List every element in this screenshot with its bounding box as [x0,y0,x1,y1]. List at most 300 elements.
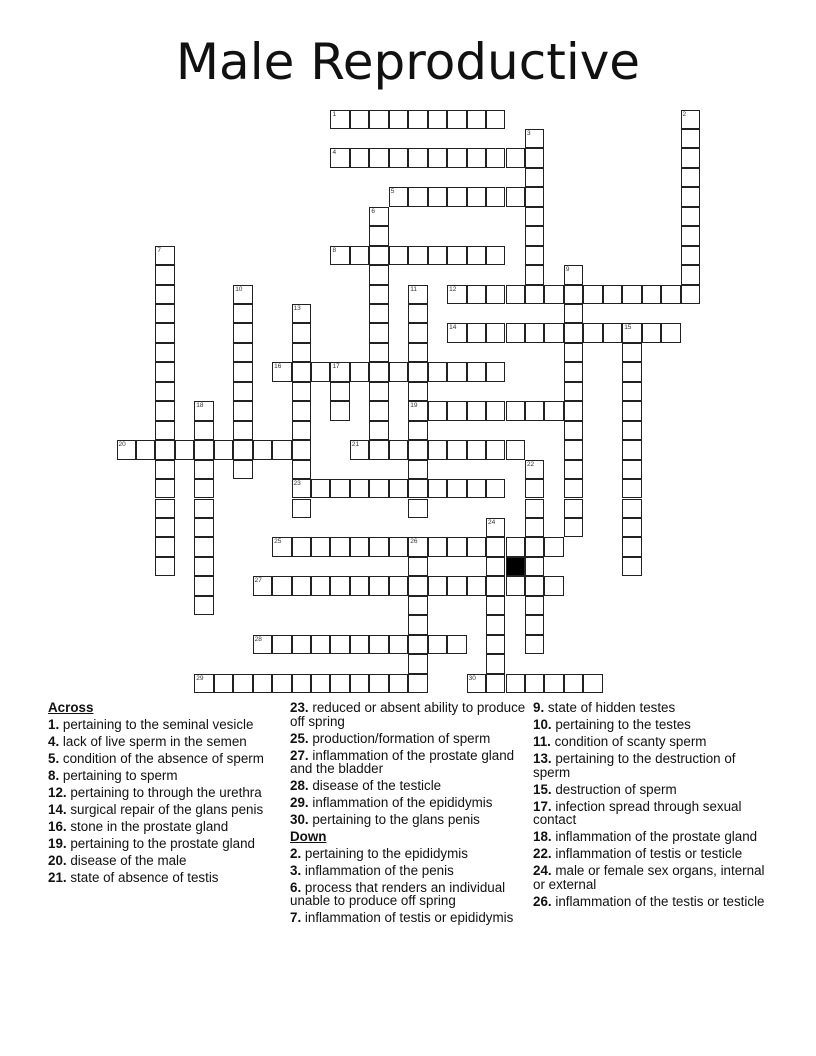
grid-cell[interactable] [486,440,505,459]
grid-cell[interactable] [194,576,213,595]
grid-cell[interactable] [330,246,349,265]
grid-cell[interactable] [408,421,427,440]
grid-cell[interactable] [564,674,583,693]
grid-cell[interactable] [155,518,174,537]
grid-cell[interactable] [408,557,427,576]
grid-cell[interactable] [486,654,505,673]
grid-cell[interactable] [447,401,466,420]
grid-cell[interactable] [233,304,252,323]
grid-cell[interactable] [155,421,174,440]
grid-cell[interactable] [408,674,427,693]
grid-cell[interactable] [506,440,525,459]
grid-cell[interactable] [292,343,311,362]
grid-cell[interactable] [233,421,252,440]
grid-cell[interactable] [292,479,311,498]
grid-cell[interactable] [447,537,466,556]
grid-cell[interactable] [486,362,505,381]
grid-cell[interactable] [272,537,291,556]
grid-cell[interactable] [330,537,349,556]
grid-cell[interactable] [292,537,311,556]
grid-cell[interactable] [681,207,700,226]
grid-cell[interactable] [389,362,408,381]
grid-cell[interactable] [408,460,427,479]
grid-cell[interactable] [681,285,700,304]
grid-cell[interactable] [564,362,583,381]
grid-cell[interactable] [525,207,544,226]
grid-cell[interactable] [389,537,408,556]
grid-cell[interactable] [214,674,233,693]
grid-cell[interactable] [506,576,525,595]
grid-cell[interactable] [311,635,330,654]
grid-cell[interactable] [428,246,447,265]
grid-cell[interactable] [428,635,447,654]
grid-cell[interactable] [194,401,213,420]
grid-cell[interactable] [408,382,427,401]
grid-cell[interactable] [447,323,466,342]
grid-cell[interactable] [447,110,466,129]
grid-cell[interactable] [525,285,544,304]
grid-cell[interactable] [155,460,174,479]
grid-cell[interactable] [525,557,544,576]
grid-cell[interactable] [506,537,525,556]
grid-cell[interactable] [369,110,388,129]
grid-cell[interactable] [408,304,427,323]
grid-cell[interactable] [564,265,583,284]
grid-cell[interactable] [253,440,272,459]
grid-cell[interactable] [292,635,311,654]
grid-cell[interactable] [330,110,349,129]
grid-cell[interactable] [525,246,544,265]
grid-cell[interactable] [292,460,311,479]
grid-cell[interactable] [292,304,311,323]
grid-cell[interactable] [467,110,486,129]
grid-cell[interactable] [350,537,369,556]
grid-cell[interactable] [564,421,583,440]
grid-cell[interactable] [428,537,447,556]
grid-cell[interactable] [155,499,174,518]
grid-cell[interactable] [506,401,525,420]
grid-cell[interactable] [486,557,505,576]
grid-cell[interactable] [428,110,447,129]
grid-cell[interactable] [622,401,641,420]
grid-cell[interactable] [155,382,174,401]
grid-cell[interactable] [447,187,466,206]
grid-cell[interactable] [175,440,194,459]
grid-cell[interactable] [447,285,466,304]
grid-cell[interactable] [330,479,349,498]
grid-cell[interactable] [564,343,583,362]
grid-cell[interactable] [583,285,602,304]
grid-cell[interactable] [350,674,369,693]
grid-cell[interactable] [486,323,505,342]
grid-cell[interactable] [389,187,408,206]
grid-cell[interactable] [369,148,388,167]
grid-cell[interactable] [622,382,641,401]
grid-cell[interactable] [408,596,427,615]
grid-cell[interactable] [467,362,486,381]
grid-cell[interactable] [272,576,291,595]
grid-cell[interactable] [486,596,505,615]
grid-cell[interactable] [194,674,213,693]
grid-cell[interactable] [467,440,486,459]
grid-cell[interactable] [506,323,525,342]
grid-cell[interactable] [408,479,427,498]
grid-cell[interactable] [583,323,602,342]
grid-cell[interactable] [330,362,349,381]
grid-cell[interactable] [253,674,272,693]
grid-cell[interactable] [311,674,330,693]
grid-cell[interactable] [622,557,641,576]
grid-cell[interactable] [525,518,544,537]
grid-cell[interactable] [389,110,408,129]
grid-cell[interactable] [642,323,661,342]
grid-cell[interactable] [408,576,427,595]
grid-cell[interactable] [681,265,700,284]
grid-cell[interactable] [369,362,388,381]
grid-cell[interactable] [564,304,583,323]
grid-cell[interactable] [525,596,544,615]
grid-cell[interactable] [486,110,505,129]
grid-cell[interactable] [661,285,680,304]
grid-cell[interactable] [564,440,583,459]
grid-cell[interactable] [428,401,447,420]
grid-cell[interactable] [292,674,311,693]
grid-cell[interactable] [233,440,252,459]
grid-cell[interactable] [292,421,311,440]
grid-cell[interactable] [369,304,388,323]
grid-cell[interactable] [369,343,388,362]
grid-cell[interactable] [155,246,174,265]
grid-cell[interactable] [447,246,466,265]
grid-cell[interactable] [622,285,641,304]
grid-cell[interactable] [467,246,486,265]
grid-cell[interactable] [369,576,388,595]
grid-cell[interactable] [544,674,563,693]
grid-cell[interactable] [369,537,388,556]
grid-cell[interactable] [564,499,583,518]
grid-cell[interactable] [194,518,213,537]
grid-cell[interactable] [233,362,252,381]
grid-cell[interactable] [544,576,563,595]
grid-cell[interactable] [544,323,563,342]
grid-cell[interactable] [155,362,174,381]
down-header: Down [290,829,327,844]
grid-cell[interactable] [389,440,408,459]
grid-cell[interactable] [136,440,155,459]
grid-cell[interactable] [233,323,252,342]
grid-cell[interactable] [369,207,388,226]
grid-cell[interactable] [155,265,174,284]
grid-cell[interactable] [350,635,369,654]
grid-cell[interactable] [117,440,136,459]
grid-cell[interactable] [194,479,213,498]
grid-cell[interactable] [350,362,369,381]
grid-cell[interactable] [272,635,291,654]
grid-cell[interactable] [564,460,583,479]
grid-cell[interactable] [350,148,369,167]
grid-cell[interactable] [311,537,330,556]
grid-cell[interactable] [272,362,291,381]
grid-cell[interactable] [467,479,486,498]
grid-cell[interactable] [486,615,505,634]
grid-cell[interactable] [369,285,388,304]
clue-number-dot: . [547,734,555,749]
grid-cell[interactable] [233,285,252,304]
grid-cell[interactable] [525,460,544,479]
grid-cell[interactable] [486,479,505,498]
grid-cell[interactable] [467,285,486,304]
grid-cell[interactable] [292,576,311,595]
grid-cell[interactable] [155,401,174,420]
grid-cell[interactable] [506,285,525,304]
grid-cell[interactable] [253,576,272,595]
grid-cell[interactable] [428,576,447,595]
grid-cell[interactable] [155,304,174,323]
grid-cell[interactable] [194,499,213,518]
grid-cell[interactable] [389,479,408,498]
grid-cell[interactable] [564,323,583,342]
grid-cell[interactable] [681,168,700,187]
grid-cell[interactable] [408,187,427,206]
grid-cell[interactable] [369,479,388,498]
grid-cell[interactable] [330,674,349,693]
grid-cell[interactable] [233,674,252,693]
grid-cell[interactable] [369,401,388,420]
grid-cell[interactable] [155,440,174,459]
grid-cell[interactable] [525,537,544,556]
grid-cell[interactable] [292,499,311,518]
grid-cell[interactable] [467,187,486,206]
grid-cell[interactable] [544,285,563,304]
grid-cell[interactable] [447,148,466,167]
grid-cell[interactable] [544,401,563,420]
grid-cell[interactable] [447,362,466,381]
grid-cell[interactable] [486,674,505,693]
grid-cell[interactable] [622,343,641,362]
grid-cell[interactable] [486,537,505,556]
grid-cell[interactable] [681,246,700,265]
grid-cell[interactable] [369,440,388,459]
grid-cell[interactable] [486,148,505,167]
grid-cell[interactable] [408,285,427,304]
grid-cell[interactable] [292,382,311,401]
grid-cell[interactable] [408,635,427,654]
grid-cell[interactable] [292,323,311,342]
grid-cell[interactable] [408,362,427,381]
grid-cell[interactable] [311,362,330,381]
grid-cell[interactable] [194,596,213,615]
grid-cell[interactable] [389,674,408,693]
grid-cell[interactable] [525,148,544,167]
grid-cell[interactable] [603,285,622,304]
grid-cell[interactable] [544,537,563,556]
grid-cell[interactable] [389,576,408,595]
grid-cell[interactable] [292,401,311,420]
grid-cell[interactable] [681,110,700,129]
grid-cell[interactable] [233,343,252,362]
grid-cell[interactable] [389,635,408,654]
grid-cell[interactable] [408,148,427,167]
grid-cell[interactable] [214,440,233,459]
grid-cell[interactable] [447,440,466,459]
grid-cell[interactable] [467,576,486,595]
grid-cell[interactable] [155,343,174,362]
grid-cell[interactable] [486,401,505,420]
grid-cell[interactable] [622,440,641,459]
grid-cell[interactable] [525,129,544,148]
grid-cell[interactable] [564,518,583,537]
grid-cell[interactable] [233,382,252,401]
grid-cell[interactable] [564,285,583,304]
grid-cell[interactable] [486,285,505,304]
grid-cell[interactable] [564,479,583,498]
grid-cell[interactable] [564,382,583,401]
grid-cell[interactable] [330,148,349,167]
grid-cell[interactable] [486,576,505,595]
grid-cell[interactable] [194,421,213,440]
grid-cell[interactable] [622,537,641,556]
grid-cell[interactable] [622,421,641,440]
grid-cell[interactable] [155,557,174,576]
grid-cell[interactable] [467,401,486,420]
grid-cell[interactable] [428,479,447,498]
grid-cell[interactable] [467,148,486,167]
grid-cell[interactable] [408,440,427,459]
grid-cell[interactable] [525,635,544,654]
grid-cell[interactable] [681,129,700,148]
grid-cell[interactable] [525,576,544,595]
grid-cell[interactable] [194,440,213,459]
grid-cell[interactable] [525,265,544,284]
grid-cell[interactable] [467,323,486,342]
grid-cell[interactable] [253,635,272,654]
clue-number: 6 [290,879,298,895]
grid-cell[interactable] [311,576,330,595]
grid-cell[interactable] [155,323,174,342]
grid-cell[interactable] [467,537,486,556]
grid-cell[interactable] [369,226,388,245]
grid-cell[interactable] [369,323,388,342]
grid-cell[interactable] [525,187,544,206]
grid-cell[interactable] [525,401,544,420]
grid-cell[interactable] [525,674,544,693]
grid-cell[interactable] [233,401,252,420]
grid-cell[interactable] [622,479,641,498]
grid-cell[interactable] [428,362,447,381]
grid-cell[interactable] [428,440,447,459]
grid-cell[interactable] [330,382,349,401]
grid-cell[interactable] [389,246,408,265]
grid-cell[interactable] [408,323,427,342]
grid-cell[interactable] [525,323,544,342]
grid-cell[interactable] [272,674,291,693]
grid-cell[interactable] [408,343,427,362]
grid-cell[interactable] [330,576,349,595]
grid-cell[interactable] [292,362,311,381]
grid-cell[interactable] [681,187,700,206]
grid-cell[interactable] [681,226,700,245]
grid-cell[interactable] [603,323,622,342]
grid-cell[interactable] [622,518,641,537]
grid-cell[interactable] [408,401,427,420]
grid-cell[interactable] [408,654,427,673]
grid-cell[interactable] [408,537,427,556]
grid-cell[interactable] [525,226,544,245]
grid-cell[interactable] [155,537,174,556]
grid-cell[interactable] [506,148,525,167]
grid-cell[interactable] [272,440,291,459]
grid-cell[interactable] [369,635,388,654]
grid-cell[interactable] [583,674,602,693]
grid-cell[interactable] [350,479,369,498]
grid-cell[interactable] [155,285,174,304]
grid-cell[interactable] [369,382,388,401]
grid-cell[interactable] [642,285,661,304]
grid-cell[interactable] [428,187,447,206]
cell-number: 23 [293,480,301,488]
grid-cell[interactable] [292,440,311,459]
grid-cell[interactable] [525,615,544,634]
grid-cell[interactable] [467,674,486,693]
grid-cell[interactable] [681,148,700,167]
grid-cell[interactable] [194,460,213,479]
grid-cell[interactable] [564,401,583,420]
grid-cell[interactable] [369,674,388,693]
grid-cell[interactable] [350,440,369,459]
clue-text: lack of live sperm in the semen [62,733,247,749]
grid-cell[interactable] [622,499,641,518]
grid-cell[interactable] [311,479,330,498]
grid-cell[interactable] [486,635,505,654]
grid-cell[interactable] [525,499,544,518]
grid-cell[interactable] [661,323,680,342]
grid-cell[interactable] [486,187,505,206]
grid-cell[interactable] [506,187,525,206]
grid-cell[interactable] [622,460,641,479]
grid-cell[interactable] [408,246,427,265]
grid-cell[interactable] [350,110,369,129]
grid-cell[interactable] [408,110,427,129]
grid-cell[interactable] [486,518,505,537]
grid-cell[interactable] [525,168,544,187]
grid-cell[interactable] [525,479,544,498]
grid-cell[interactable] [350,576,369,595]
grid-cell[interactable] [447,576,466,595]
grid-cell[interactable] [369,421,388,440]
grid-cell[interactable] [408,615,427,634]
grid-cell[interactable] [233,460,252,479]
grid-cell[interactable] [330,401,349,420]
grid-cell[interactable] [330,635,349,654]
grid-cell[interactable] [194,537,213,556]
grid-cell[interactable] [506,674,525,693]
grid-cell[interactable] [369,265,388,284]
grid-cell[interactable] [622,323,641,342]
grid-cell[interactable] [486,246,505,265]
clue-number-dot: . [547,893,556,909]
grid-cell[interactable] [622,362,641,381]
grid-cell[interactable] [447,635,466,654]
grid-cell[interactable] [389,148,408,167]
grid-cell[interactable] [350,246,369,265]
grid-cell[interactable] [155,479,174,498]
grid-cell[interactable] [408,499,427,518]
grid-cell[interactable] [447,479,466,498]
grid-cell[interactable] [428,148,447,167]
clue-number: 15 [533,781,548,797]
grid-cell[interactable] [194,557,213,576]
grid-cell[interactable] [369,246,388,265]
